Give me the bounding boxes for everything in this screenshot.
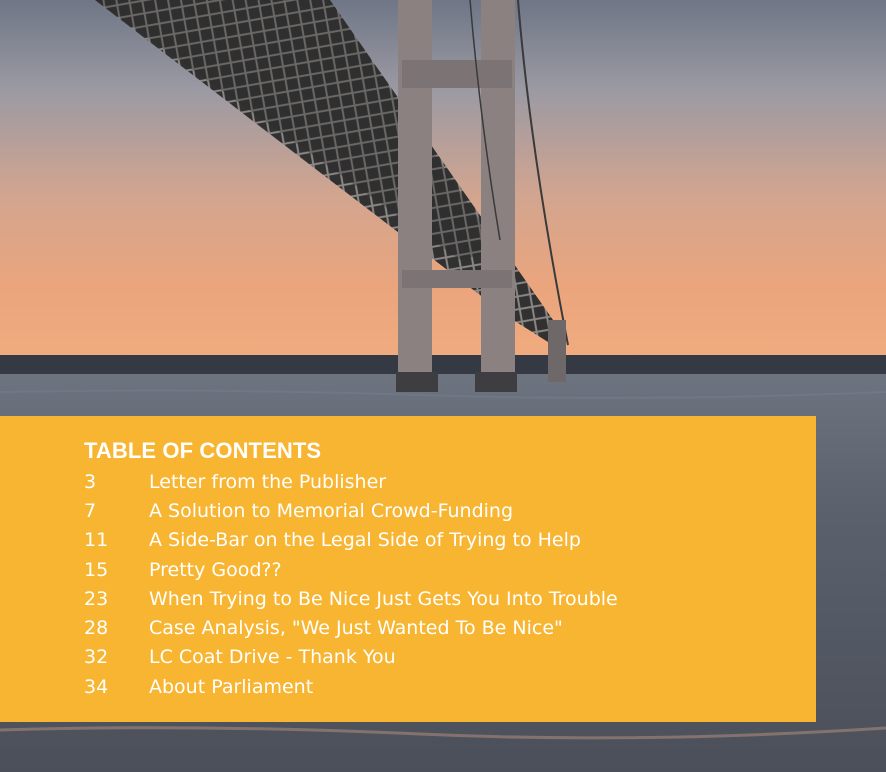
toc-page-number: 11 [84,529,109,552]
toc-page-number: 23 [84,587,109,610]
toc-page-number: 32 [84,646,109,669]
toc-article-title: Case Analysis, "We Just Wanted To Be Nice" [149,617,563,640]
toc-page-number: 3 [84,470,97,493]
toc-entry[interactable] [84,555,784,584]
toc-entry[interactable] [84,584,784,613]
toc-page-number: 15 [84,558,109,581]
toc-list [84,467,784,701]
toc-page-number: 7 [84,499,97,522]
toc-title: TABLE OF CONTENTS [84,438,322,463]
toc-entry[interactable] [84,643,784,672]
toc-article-title: Pretty Good?? [149,558,282,581]
toc-article-title: A Solution to Memorial Crowd-Funding [149,499,514,522]
toc-page-number: 34 [84,675,109,698]
toc-page-number: 28 [84,617,109,640]
toc-entry[interactable] [84,526,784,555]
toc-article-title: A Side-Bar on the Legal Side of Trying to Help [149,529,581,552]
toc-article-title: LC Coat Drive - Thank You [149,646,396,669]
toc-article-title: About Parliament [149,675,314,698]
toc-entry[interactable] [84,613,784,642]
toc-entry[interactable] [84,496,784,525]
toc-entry[interactable] [84,672,784,701]
toc-article-title: When Trying to Be Nice Just Gets You Into Trouble [149,587,618,610]
toc-entry[interactable] [84,467,784,496]
toc-article-title: Letter from the Publisher [149,470,387,493]
